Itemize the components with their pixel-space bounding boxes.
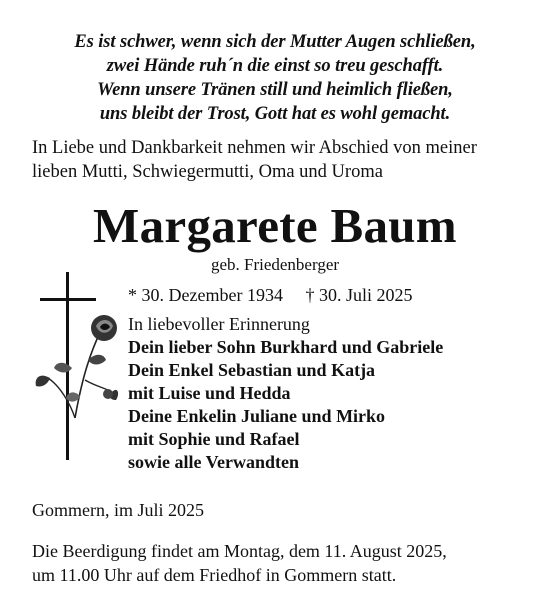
poem-line: Wenn unsere Tränen still und heimlich fließen, (97, 80, 453, 100)
intro-line: lieben Mutti, Schwiegermutti, Oma und Uroma (32, 162, 383, 182)
poem-line: Es ist schwer, wenn sich der Mutter Augen schließen, (74, 32, 476, 52)
mourner-line: sowie alle Verwandten (128, 452, 299, 472)
birth-date: * 30. Dezember 1934 (128, 285, 283, 305)
death-date: † 30. Juli 2025 (305, 285, 413, 305)
mourner-line: mit Luise und Hedda (128, 383, 291, 403)
funeral-line: um 11.00 Uhr auf dem Friedhof in Gommern statt. (32, 565, 397, 585)
poem-line: uns bleibt der Trost, Gott hat es wohl gemacht. (99, 104, 451, 124)
place-date: Gommern, im Juli 2025 (32, 500, 204, 520)
intro-text (32, 136, 532, 184)
mourner-line: Dein Enkel Sebastian und Katja (128, 360, 376, 380)
mourners-list (128, 313, 538, 474)
cross-with-rose-icon (30, 268, 120, 468)
mourner-line: Deine Enkelin Juliane und Mirko (128, 406, 386, 426)
funeral-line: Die Beerdigung findet am Montag, dem 11. August 2025, (32, 541, 447, 561)
funeral-info (32, 539, 532, 587)
mourner-line: mit Sophie und Rafael (128, 429, 300, 449)
mourners-heading: In liebevoller Erinnerung (128, 314, 310, 334)
maiden-name: geb. Friedenberger (210, 255, 340, 274)
deceased-name: Margarete Baum (93, 198, 457, 253)
life-dates (128, 283, 548, 307)
poem-line: zwei Hände ruh´n die einst so treu geschafft. (106, 56, 444, 76)
intro-line: In Liebe und Dankbarkeit nehmen wir Abschied von meiner (32, 138, 477, 158)
memorial-poem (0, 30, 550, 126)
mourner-line: Dein lieber Sohn Burkhard und Gabriele (128, 337, 444, 357)
